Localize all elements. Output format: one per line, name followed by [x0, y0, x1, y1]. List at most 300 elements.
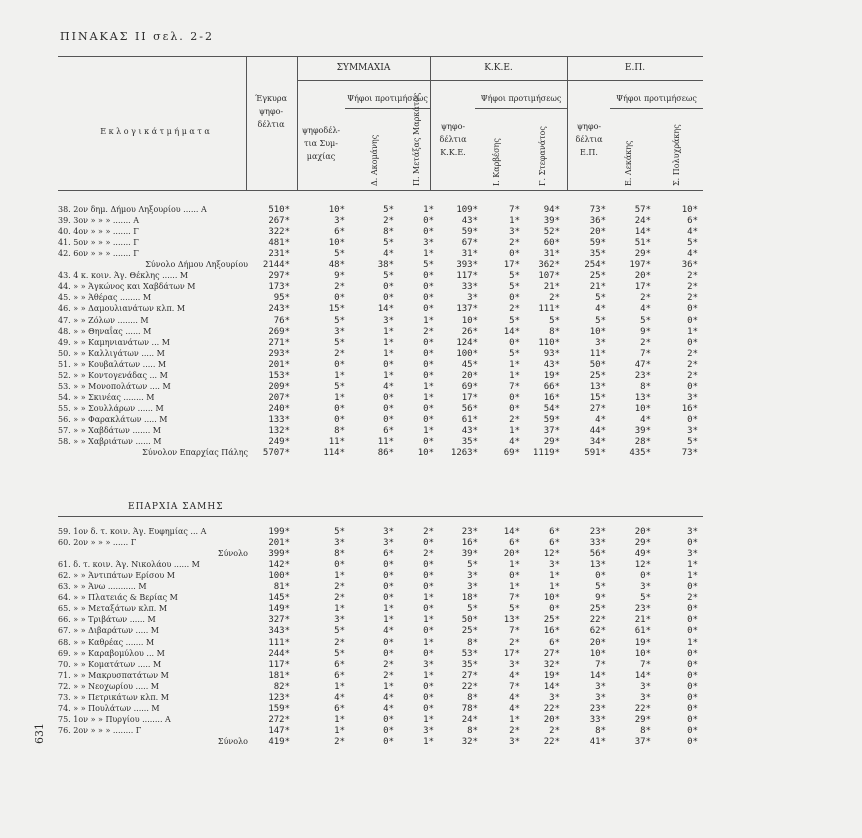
table-cell: 0* — [383, 736, 394, 747]
table-cell: 0* — [423, 560, 434, 571]
header-electoral-sections: Ε κ λ ο γ ι κ ά τ μ ή μ α τ α — [100, 127, 210, 136]
table-cell: 67* — [461, 238, 478, 249]
table-cell: 8* — [467, 637, 478, 648]
table-cell: 8* — [640, 725, 651, 736]
table-cell: 10* — [328, 238, 345, 249]
table-cell: 3* — [509, 659, 520, 670]
table-cell: 159* — [268, 703, 290, 714]
header-pref-votes: Ψήφοι προτιμήσεως — [480, 94, 562, 103]
subgroup-rule — [610, 108, 703, 109]
table-cell: 3* — [509, 227, 520, 238]
table-cell: 2* — [687, 282, 698, 293]
table-cell: 3* — [423, 238, 434, 249]
table-cell: 293* — [268, 348, 290, 359]
table-cell: 1* — [383, 326, 394, 337]
table-cell: 0* — [687, 304, 698, 315]
table-cell: 3* — [334, 216, 345, 227]
table-cell: 0* — [423, 227, 434, 238]
header-symmachia-ballots: ψηφοδέλ- τια Συμ- μαχίας — [301, 126, 341, 161]
table-cell: 49* — [634, 549, 651, 560]
table-cell: 0* — [334, 560, 345, 571]
table-cell: 0* — [687, 604, 698, 615]
table-cell: 0* — [423, 348, 434, 359]
table-cell: 11* — [377, 437, 394, 448]
table-cell: 1* — [423, 392, 434, 403]
section-label: 54. » » Σκινέας ........ Μ — [58, 392, 155, 402]
table-cell: 0* — [423, 293, 434, 304]
table-cell: 17* — [503, 260, 520, 271]
table-cell: 4* — [509, 437, 520, 448]
table-cell: 5* — [467, 604, 478, 615]
table-cell: 16* — [461, 538, 478, 549]
table-cell: 7* — [509, 381, 520, 392]
table-cell: 2* — [334, 582, 345, 593]
table-cell: 419* — [268, 736, 290, 747]
table-cell: 76* — [273, 315, 290, 326]
table-cell: 0* — [334, 403, 345, 414]
table-cell: 10* — [634, 403, 651, 414]
table-cell: 297* — [268, 271, 290, 282]
table-cell: 0* — [383, 571, 394, 582]
table-cell: 123* — [268, 692, 290, 703]
table-cell: 481* — [268, 238, 290, 249]
table-cell: 5707* — [262, 448, 290, 459]
col-divider — [246, 56, 247, 190]
section-label: 76. 2ον » » » ........ Γ — [58, 725, 142, 735]
table-cell: 93* — [543, 348, 560, 359]
table-cell: 66* — [543, 381, 560, 392]
table-cell: 81* — [273, 582, 290, 593]
table-cell: 43* — [461, 426, 478, 436]
table-cell: 23* — [589, 703, 606, 714]
table-cell: 38* — [377, 260, 394, 271]
table-cell: 10* — [589, 326, 606, 337]
table-cell: 11* — [328, 437, 345, 448]
table-cell: 25* — [589, 604, 606, 615]
table-cell: 2* — [383, 670, 394, 681]
table-cell: 4* — [334, 692, 345, 703]
header-pref-votes: Ψήφοι προτιμήσεως — [347, 94, 428, 103]
table-cell: 73* — [589, 205, 606, 215]
table-cell: 7* — [509, 593, 520, 604]
table-cell: 61* — [461, 414, 478, 425]
table-cell: 2* — [509, 304, 520, 315]
table-cell: 1* — [334, 571, 345, 582]
table-cell: 32* — [543, 659, 560, 670]
table-cell: 6* — [334, 659, 345, 670]
table-cell: 0* — [423, 282, 434, 293]
table-cell: 5* — [640, 593, 651, 604]
table-cell: 2* — [509, 414, 520, 425]
group-rule — [297, 80, 703, 81]
header-ep: Ε.Π. — [624, 63, 646, 73]
table-cell: 0* — [423, 626, 434, 637]
table-cell: 29* — [543, 437, 560, 448]
table-cell: 243* — [268, 304, 290, 315]
section-label: 75. 1ον » » Πυργίου ........ Α — [58, 714, 171, 724]
table-cell: 1* — [423, 593, 434, 604]
table-cell: 510* — [268, 205, 290, 215]
table-cell: 0* — [383, 725, 394, 736]
col-divider — [430, 56, 431, 190]
table-cell: 1263* — [450, 448, 478, 459]
table-cell: 0* — [687, 736, 698, 747]
table-cell: 1* — [334, 725, 345, 736]
table-cell: 2* — [687, 293, 698, 304]
table-cell: 1* — [509, 582, 520, 593]
table-cell: 100* — [268, 571, 290, 582]
table-cell: 1* — [334, 604, 345, 615]
table-cell: 0* — [423, 604, 434, 615]
table-cell: 2* — [640, 293, 651, 304]
section-label: 46. » » Δαμουλιανάτων κλπ. Μ — [58, 304, 186, 314]
header-valid-ballots: Έγκυρα ψηφο- δέλτια — [255, 94, 287, 129]
table-cell: 111* — [538, 304, 560, 315]
table-cell: 3* — [640, 681, 651, 692]
table-cell: 86* — [377, 448, 394, 459]
table-cell: 1* — [423, 736, 434, 747]
table-cell: 7* — [509, 681, 520, 692]
section-label: 48. » » Θηναΐας ...... Μ — [58, 326, 152, 336]
table-cell: 142* — [268, 560, 290, 571]
table-cell: 0* — [423, 703, 434, 714]
table-cell: 13* — [589, 560, 606, 571]
table-cell: 1* — [423, 714, 434, 725]
table-cell: 10* — [681, 205, 698, 215]
table-cell: 29* — [634, 538, 651, 549]
table-cell: 39* — [461, 549, 478, 560]
table-cell: 0* — [383, 714, 394, 725]
table-cell: 3* — [687, 426, 698, 436]
table-cell: 0* — [687, 714, 698, 725]
subgroup-rule — [475, 108, 567, 109]
table-cell: 0* — [687, 615, 698, 626]
table-cell: 0* — [509, 337, 520, 348]
table-cell: 6* — [549, 637, 560, 648]
table-cell: 5* — [334, 315, 345, 326]
table-cell: 14* — [634, 227, 651, 238]
table-cell: 1* — [509, 370, 520, 381]
table-cell: 12* — [543, 549, 560, 560]
table-cell: 31* — [543, 249, 560, 260]
table-cell: 0* — [509, 403, 520, 414]
section-label: 49. » » Καμηνιανάτων ... Μ — [58, 337, 170, 347]
table-cell: 39* — [634, 426, 651, 436]
table-cell: 0* — [687, 703, 698, 714]
table-cell: 244* — [268, 648, 290, 659]
table-cell: 1* — [383, 604, 394, 615]
table-cell: 0* — [383, 403, 394, 414]
table-cell: 2* — [383, 659, 394, 670]
table-cell: 1* — [509, 426, 520, 436]
table-cell: 272* — [268, 714, 290, 725]
table-cell: 1* — [687, 637, 698, 648]
section-label: 67. » » Διβαράτων ..... Μ — [58, 626, 159, 636]
table-cell: 8* — [595, 725, 606, 736]
section-label: 70. » » Κοματάτων ..... Μ — [58, 659, 162, 669]
table-cell: 6* — [509, 538, 520, 549]
table-cell: 6* — [334, 703, 345, 714]
table-cell: 1* — [423, 615, 434, 626]
table-cell: 9* — [334, 271, 345, 282]
table-cell: 2* — [334, 282, 345, 293]
table-cell: 5* — [595, 582, 606, 593]
table-cell: 73* — [681, 448, 698, 459]
header-candidate: Γ. Στεφανάτος — [538, 126, 547, 186]
table-cell: 3* — [595, 681, 606, 692]
table-cell: 4* — [383, 692, 394, 703]
table-cell: 5* — [383, 271, 394, 282]
section-label: 61. δ. τ. κοιν. Άγ. Νικολάου ...... Μ — [58, 560, 200, 570]
table-cell: 31* — [461, 249, 478, 260]
table-cell: 5* — [595, 293, 606, 304]
table-cell: 3* — [334, 326, 345, 337]
table-cell: 23* — [461, 527, 478, 537]
table-cell: 22* — [543, 703, 560, 714]
table-cell: 0* — [549, 604, 560, 615]
table-cell: 0* — [423, 571, 434, 582]
table-cell: 6* — [334, 227, 345, 238]
table-cell: 3* — [383, 315, 394, 326]
table-cell: 21* — [634, 615, 651, 626]
table-cell: 0* — [595, 571, 606, 582]
table-cell: 6* — [383, 426, 394, 436]
table-cell: 0* — [423, 648, 434, 659]
table-cell: 0* — [383, 637, 394, 648]
table-cell: 5* — [334, 648, 345, 659]
table-cell: 5* — [509, 282, 520, 293]
table-cell: 0* — [383, 293, 394, 304]
section-label: 53. » » Μονοπολάτων .... Μ — [58, 381, 171, 391]
table-cell: 20* — [461, 370, 478, 381]
section-label: 69. » » Καραβομύλου ... Μ — [58, 648, 165, 658]
table-cell: 100* — [456, 348, 478, 359]
section-label: 58. » » Χαβριάτων ...... Μ — [58, 437, 162, 447]
section-label: 52. » » Κοντογενάδας ... Μ — [58, 370, 168, 380]
header-bottom-rule — [58, 190, 703, 191]
table-cell: 13* — [503, 615, 520, 626]
header-kke-ballots: ψηφο- δέλτια Κ.Κ.Ε. — [439, 122, 467, 157]
top-rule — [58, 56, 703, 57]
table-cell: 6* — [383, 549, 394, 560]
table-cell: 0* — [334, 293, 345, 304]
table-cell: 0* — [423, 403, 434, 414]
header-symmachia: ΣΥΜΜΑΧΙΑ — [336, 63, 391, 73]
table-cell: 5* — [509, 348, 520, 359]
table-cell: 0* — [687, 315, 698, 326]
table-cell: 124* — [456, 337, 478, 348]
table-cell: 2* — [423, 527, 434, 537]
table-cell: 201* — [268, 538, 290, 549]
col-divider — [297, 56, 298, 190]
table-cell: 1* — [509, 714, 520, 725]
section-label: 44. » » Άγκώνος και Χαβδάτων Μ — [58, 282, 196, 292]
table-cell: 0* — [383, 359, 394, 370]
table-cell: 1* — [334, 392, 345, 403]
table-cell: 14* — [377, 304, 394, 315]
table-cell: 25* — [461, 626, 478, 637]
table-cell: 27* — [589, 403, 606, 414]
table-cell: 269* — [268, 326, 290, 337]
table-cell: 17* — [461, 392, 478, 403]
table-cell: 0* — [334, 414, 345, 425]
table-cell: 19* — [543, 370, 560, 381]
table-cell: 3* — [595, 692, 606, 703]
table-cell: 10* — [328, 205, 345, 215]
table-cell: 4* — [383, 381, 394, 392]
table-cell: 19* — [543, 670, 560, 681]
table-cell: 173* — [268, 282, 290, 293]
table-cell: 2* — [509, 637, 520, 648]
table-cell: 50* — [589, 359, 606, 370]
table-cell: 69* — [503, 448, 520, 459]
table-cell: 51* — [634, 238, 651, 249]
table-cell: 1* — [549, 582, 560, 593]
table-cell: 29* — [634, 714, 651, 725]
table-cell: 1* — [549, 571, 560, 582]
table-cell: 33* — [589, 538, 606, 549]
table-cell: 19* — [634, 637, 651, 648]
table-cell: 7* — [509, 205, 520, 215]
table-cell: 153* — [268, 370, 290, 381]
table-cell: 0* — [687, 337, 698, 348]
table-cell: 111* — [268, 637, 290, 648]
table-cell: 7* — [595, 659, 606, 670]
table-cell: 5* — [383, 205, 394, 215]
section-label: 40. 4ον » » » ....... Γ — [58, 227, 139, 237]
table-cell: 0* — [687, 692, 698, 703]
section-label: 71. » » Μακρυσπατάτων Μ — [58, 670, 169, 680]
table-cell: 8* — [383, 227, 394, 238]
table-cell: 1* — [423, 426, 434, 436]
table-cell: 8* — [640, 381, 651, 392]
table-cell: 2* — [640, 337, 651, 348]
table-cell: 2* — [334, 593, 345, 604]
table-cell: 2* — [687, 359, 698, 370]
table-cell: 14* — [543, 681, 560, 692]
table-cell: 1* — [383, 615, 394, 626]
table-cell: 4* — [509, 692, 520, 703]
table-cell: 1* — [334, 681, 345, 692]
table-row — [58, 447, 708, 459]
section-label: 63. » » Άνω ........... Μ — [58, 582, 147, 592]
header-kke: Κ.Κ.Ε. — [484, 63, 513, 73]
table-cell: 37* — [634, 736, 651, 747]
table-cell: 41* — [589, 736, 606, 747]
table-cell: 399* — [268, 549, 290, 560]
table-cell: 22* — [589, 615, 606, 626]
table-cell: 52* — [543, 227, 560, 238]
table-cell: 27* — [543, 648, 560, 659]
table-cell: 7* — [640, 348, 651, 359]
table-cell: 0* — [640, 571, 651, 582]
table-cell: 4* — [640, 414, 651, 425]
table-cell: 20* — [543, 714, 560, 725]
table-cell: 0* — [687, 659, 698, 670]
table-cell: 27* — [461, 670, 478, 681]
table-cell: 3* — [640, 582, 651, 593]
table-cell: 0* — [423, 271, 434, 282]
table-cell: 54* — [543, 403, 560, 414]
section-label: 38. 2ον δημ. Δήμου Ληξουρίου ...... Α — [58, 205, 207, 214]
table-cell: 7* — [640, 659, 651, 670]
table-cell: 6* — [334, 670, 345, 681]
table-cell: 4* — [383, 626, 394, 637]
table-cell: 13* — [634, 392, 651, 403]
table-cell: 8* — [467, 725, 478, 736]
table-cell: 25* — [589, 271, 606, 282]
table-cell: 59* — [589, 238, 606, 249]
table-cell: 78* — [461, 703, 478, 714]
section-label: 45. » » Άθέρας ........ Μ — [58, 293, 152, 303]
table-cell: 2144* — [262, 260, 290, 271]
total-label: Σύνολο — [217, 549, 248, 559]
table-cell: 2* — [687, 348, 698, 359]
table-cell: 2* — [509, 238, 520, 249]
section-label: 74. » » Πουλάτων ...... Μ — [58, 703, 160, 713]
table-cell: 0* — [687, 681, 698, 692]
table-cell: 0* — [687, 725, 698, 736]
table-cell: 0* — [383, 593, 394, 604]
table-cell: 2* — [549, 725, 560, 736]
table-cell: 5* — [640, 315, 651, 326]
table-cell: 1119* — [532, 448, 560, 459]
table-cell: 16* — [543, 392, 560, 403]
table-cell: 2* — [334, 637, 345, 648]
table-cell: 2* — [509, 725, 520, 736]
table-cell: 8* — [334, 549, 345, 560]
table-cell: 21* — [589, 282, 606, 293]
table-cell: 3* — [549, 692, 560, 703]
table-cell: 0* — [687, 582, 698, 593]
table-cell: 1* — [383, 681, 394, 692]
table-cell: 16* — [681, 403, 698, 414]
table-cell: 435* — [629, 448, 651, 459]
table-cell: 8* — [334, 426, 345, 436]
table-cell: 44* — [589, 426, 606, 436]
table-cell: 5* — [509, 315, 520, 326]
table-cell: 207* — [268, 392, 290, 403]
table-cell: 5* — [423, 260, 434, 271]
table-cell: 393* — [456, 260, 478, 271]
table-cell: 5* — [383, 238, 394, 249]
table-cell: 17* — [503, 648, 520, 659]
table-cell: 6* — [549, 527, 560, 537]
table-cell: 0* — [423, 359, 434, 370]
table-cell: 20* — [589, 227, 606, 238]
header-ep-ballots: ψηφο- δέλτια Ε.Π. — [575, 122, 603, 157]
table-cell: 0* — [423, 304, 434, 315]
table-cell: 5* — [549, 315, 560, 326]
header-candidate: Ι. Καρβέσης — [492, 138, 501, 186]
table-cell: 5* — [687, 238, 698, 249]
table-cell: 3* — [640, 692, 651, 703]
section-label: 39. 3ον » » » ....... Α — [58, 216, 140, 226]
table-cell: 0* — [423, 538, 434, 549]
table-cell: 9* — [640, 326, 651, 337]
table-cell: 1* — [334, 370, 345, 381]
section-label: 56. » » Φαρακλάτων ..... Μ — [58, 414, 168, 424]
table-cell: 3* — [423, 725, 434, 736]
section-label: 57. » » Χαβδάτων ....... Μ — [58, 426, 161, 435]
table-cell: 0* — [423, 681, 434, 692]
table-cell: 0* — [334, 359, 345, 370]
table-cell: 2* — [334, 348, 345, 359]
table-cell: 2* — [334, 736, 345, 747]
table-cell: 5* — [687, 437, 698, 448]
table-cell: 3* — [467, 582, 478, 593]
table-cell: 2* — [383, 216, 394, 227]
